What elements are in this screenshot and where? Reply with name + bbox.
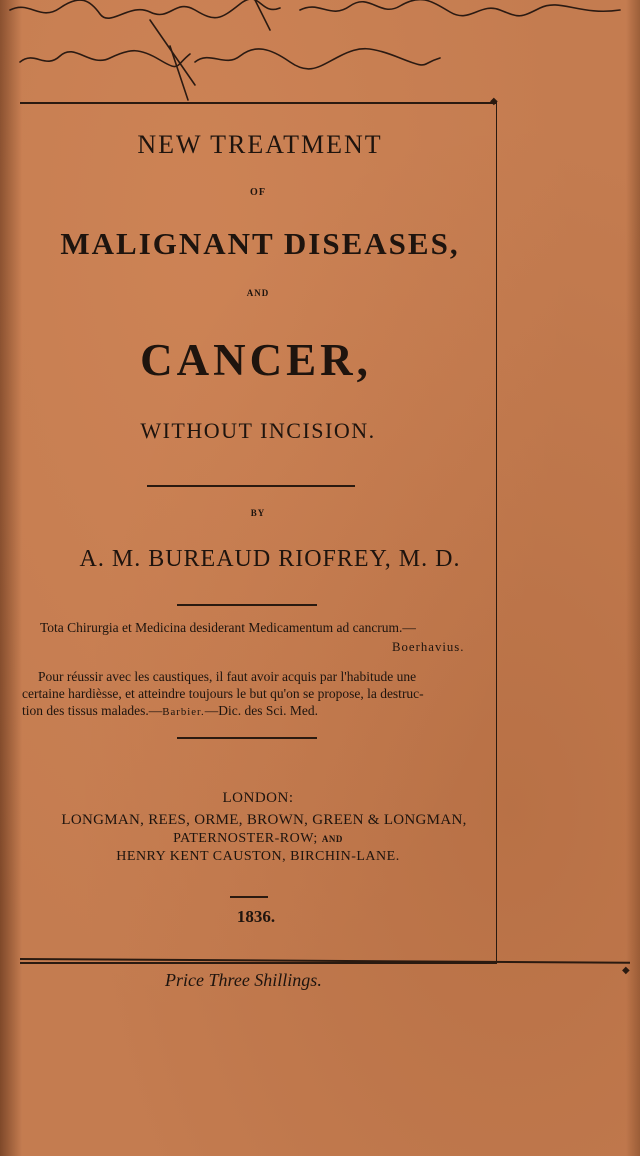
french-epigraph-line bbox=[22, 702, 492, 721]
title-line-3: CANCER, bbox=[140, 335, 372, 385]
author-by: BY bbox=[250, 508, 266, 518]
title-of: OF bbox=[250, 187, 266, 198]
title-and: AND bbox=[246, 288, 270, 298]
imprint-and: AND bbox=[321, 834, 343, 844]
divider-rule bbox=[147, 485, 355, 487]
imprint-city: LONDON: bbox=[222, 790, 294, 806]
french-epigraph-attribution: Barbier. bbox=[162, 706, 205, 718]
latin-epigraph-attribution: Boerhavius. bbox=[392, 640, 465, 654]
latin-epigraph: Tota Chirurgia et Medicina desiderant Medicamentum ad cancrum.— bbox=[40, 620, 416, 635]
imprint-publisher-address: PATERNOSTER-ROW; bbox=[173, 831, 318, 846]
author-name: A. M. BUREAUD RIOFREY, M. D. bbox=[79, 546, 461, 572]
imprint-publisher-line-3: HENRY KENT CAUSTON, BIRCHIN-LANE. bbox=[116, 849, 400, 864]
french-epigraph-line: Pour réussir avec les caustiques, il faut avoir acquis par l'habitude une bbox=[38, 669, 417, 684]
title-line-2: MALIGNANT DISEASES, bbox=[60, 226, 460, 261]
title-line-4: WITHOUT INCISION. bbox=[140, 418, 376, 443]
frame-corner-ornament: ◆ bbox=[490, 96, 498, 107]
french-epigraph-text: tion des tissus malades.— bbox=[22, 703, 163, 718]
french-epigraph bbox=[22, 668, 492, 721]
imprint-publisher-line-2 bbox=[8, 831, 508, 847]
imprint-publisher-line-1: LONGMAN, REES, ORME, BROWN, GREEN & LONGMAN, bbox=[61, 812, 467, 828]
title-line-1: NEW TREATMENT bbox=[137, 130, 383, 159]
french-epigraph-line: certaine hardièsse, et atteindre toujours le but qu'on se propose, la destruc- bbox=[22, 686, 424, 701]
price: Price Three Shillings. bbox=[165, 970, 322, 990]
handwritten-inscription bbox=[0, 0, 640, 110]
imprint-year: 1836. bbox=[236, 907, 276, 926]
french-epigraph-source: —Dic. des Sci. Med. bbox=[204, 703, 318, 718]
divider-rule bbox=[177, 737, 317, 739]
frame-corner-ornament: ◆ bbox=[622, 965, 630, 976]
divider-rule bbox=[230, 896, 268, 898]
divider-rule bbox=[177, 604, 317, 606]
